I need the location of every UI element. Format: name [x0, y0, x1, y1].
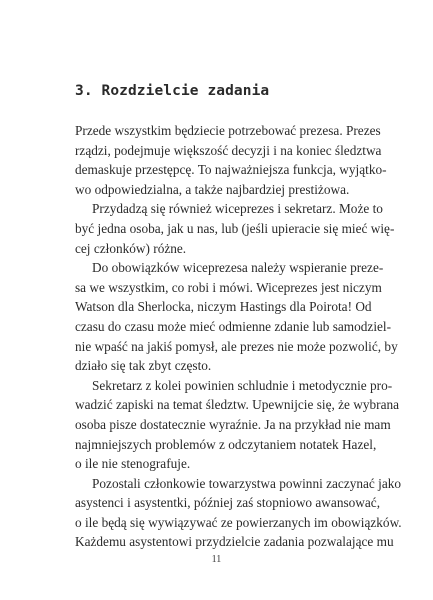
text-line: o ile nie stenografuje.: [75, 456, 191, 472]
text-line: asystenci i asystentki, później zaś stopniowo awansować,: [75, 495, 381, 511]
text-line: nie wpaść na jakiś pomysł, ale prezes nie może pozwolić, by: [75, 338, 398, 354]
paragraph: [75, 121, 387, 199]
text-line: Watson dla Sherlocka, niczym Hastings dla Poirota! Od: [75, 299, 372, 315]
text-line: Sekretarz z kolei powinien schludnie i metodycznie pro-: [92, 377, 393, 393]
chapter-heading: 3. Rozdzielcie zadania: [75, 83, 270, 99]
paragraph: [75, 258, 398, 376]
text-line: najmniejszych problemów z odczytaniem notatek Hazel,: [75, 436, 377, 452]
text-line: osoba pisze dostatecznie wyraźnie. Ja na przykład nie mam: [75, 416, 391, 432]
text-line: Przydadzą się również wiceprezes i sekretarz. Może to: [92, 201, 383, 217]
text-line: rządzi, podejmuje większość decyzji i na koniec śledztwa: [75, 142, 382, 158]
text-line: wo odpowiedzialna, a także najbardziej prestiżowa.: [75, 181, 350, 197]
text-line: demaskuje przestępcę. To najważniejsza funkcja, wyjątko-: [75, 162, 387, 178]
text-line: Do obowiązków wiceprezesa należy wspieranie preze-: [92, 260, 384, 276]
text-line: Każdemu asystentowi przydzielcie zadania pozwalające mu: [75, 534, 394, 550]
text-line: Pozostali członkowie towarzystwa powinni zaczynać jako: [92, 475, 402, 491]
paragraph: [75, 376, 400, 474]
page-number: 11: [211, 554, 222, 565]
text-line: czasu do czasu może mieć odmienne zdanie lub samodziel-: [75, 318, 392, 334]
paragraph: [75, 199, 395, 258]
text-line: Przede wszystkim będziecie potrzebować prezesa. Prezes: [75, 123, 381, 138]
text-line: działo się tak zbyt często.: [75, 358, 212, 374]
text-line: wadzić zapiski na temat śledztw. Upewnijcie się, że wybrana: [75, 397, 400, 413]
body-text: [75, 121, 402, 552]
paragraph: [75, 474, 402, 552]
text-line: cej członków) różne.: [75, 240, 187, 256]
text-line: o ile będą się wywiązywać ze powierzanych im obowiązków.: [75, 514, 402, 530]
text-line: być jedna osoba, jak u nas, lub (jeśli upieracie się mieć wię-: [75, 220, 395, 236]
text-line: sa we wszystkim, co robi i mówi. Wiceprezes jest niczym: [75, 279, 382, 295]
